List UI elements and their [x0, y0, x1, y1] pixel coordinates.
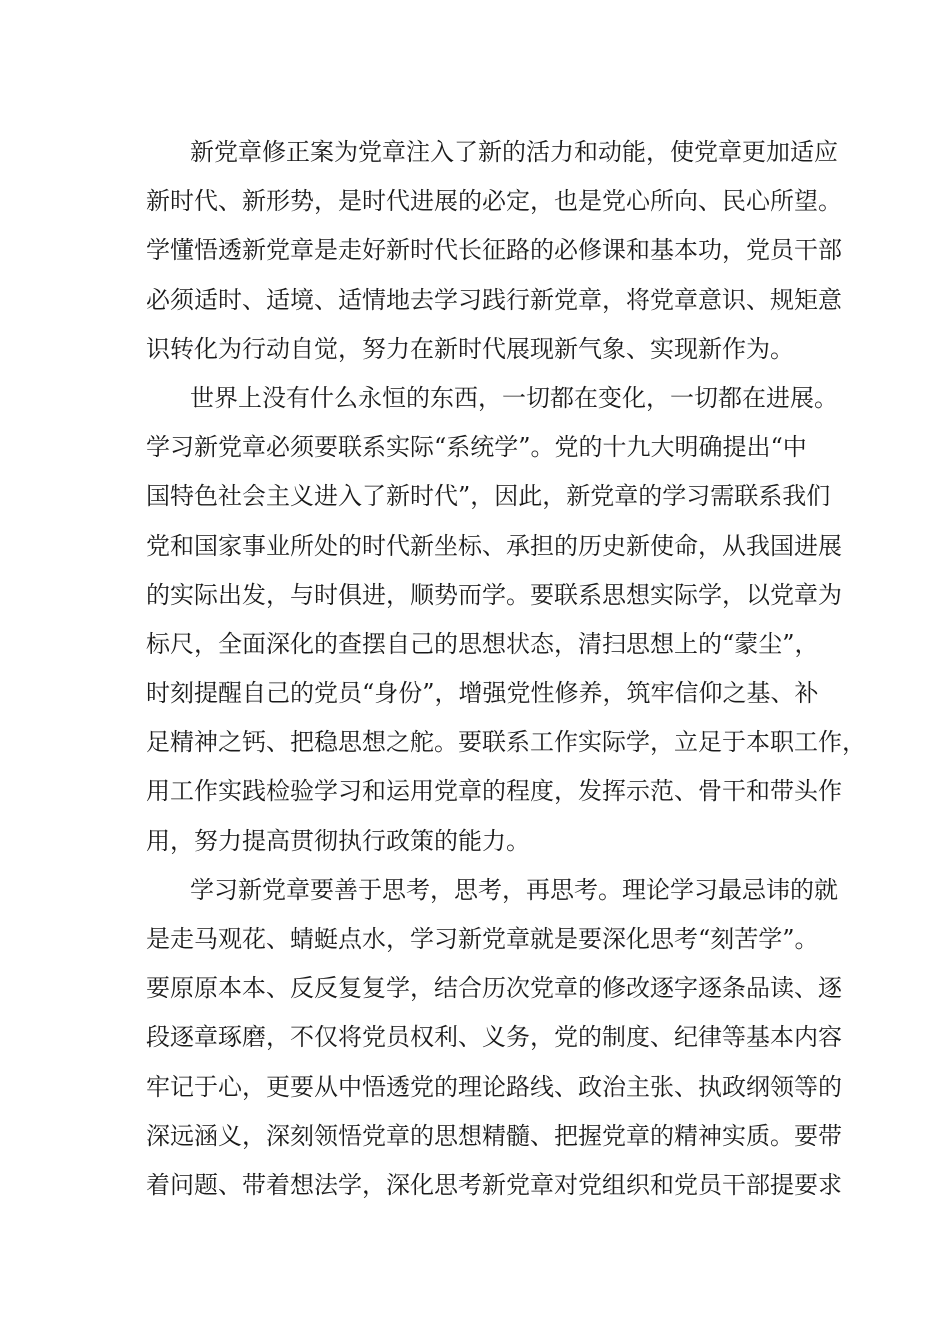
- paragraph-line: 用，努力提高贯彻执行政策的能力。: [146, 826, 530, 855]
- paragraph-1: [146, 128, 842, 374]
- paragraph-line: 新党章修正案为党章注入了新的活力和动能，使党章更加适应: [190, 138, 838, 166]
- paragraph-2: [146, 374, 866, 866]
- paragraph-line: 深远涵义，深刻领悟党章的思想精髓、把握党章的精神实质。要带: [146, 1121, 842, 1150]
- paragraph-line: 必须适时、适境、适情地去学习践行新党章，将党章意识、规矩意: [146, 285, 842, 314]
- paragraph-3: [146, 866, 842, 1210]
- paragraph-line: 党和国家事业所处的时代新坐标、承担的历史新使命，从我国进展: [146, 531, 842, 560]
- paragraph-line: 要原原本本、反反复复学，结合历次党章的修改逐字逐条品读、逐: [146, 974, 842, 1003]
- paragraph-line: 学习新党章要善于思考，思考，再思考。理论学习最忌讳的就: [190, 875, 838, 904]
- paragraph-line: 时刻提醒自己的党员“身份”，增强党性修养，筑牢信仰之基、补: [146, 679, 819, 708]
- paragraph-line: 段逐章琢磨，不仅将党员权利、义务，党的制度、纪律等基本内容: [146, 1023, 842, 1052]
- paragraph-line: 国特色社会主义进入了新时代”，因此，新党章的学习需联系我们: [146, 482, 831, 511]
- paragraph-line: 学懂悟透新党章是走好新时代长征路的必修课和基本功，党员干部: [146, 236, 842, 265]
- paragraph-line: 用工作实践检验学习和运用党章的程度，发挥示范、骨干和带头作: [146, 777, 842, 806]
- paragraph-line: 足精神之钙、把稳思想之舵。要联系工作实际学，立足于本职工作，: [146, 728, 866, 757]
- paragraph-line: 着问题、带着想法学，深化思考新党章对党组织和党员干部提要求: [146, 1170, 842, 1199]
- paragraph-line: 学习新党章必须要联系实际“系统学”。党的十九大明确提出“中: [146, 433, 807, 462]
- paragraph-line: 识转化为行动自觉，努力在新时代展现新气象、实现新作为。: [146, 334, 794, 363]
- paragraph-line: 新时代、新形势，是时代进展的必定，也是党心所向、民心所望。: [146, 187, 842, 216]
- paragraph-line: 标尺，全面深化的查摆自己的思想状态，清扫思想上的“蒙尘”，: [146, 629, 819, 658]
- paragraph-line: 世界上没有什么永恒的东西，一切都在变化，一切都在进展。: [190, 383, 838, 412]
- paragraph-line: 是走马观花、蜻蜓点水，学习新党章就是要深化思考“刻苦学”。: [146, 925, 819, 953]
- document-body: [146, 128, 866, 1210]
- paragraph-line: 的实际出发，与时俱进，顺势而学。要联系思想实际学，以党章为: [146, 580, 842, 609]
- paragraph-line: 牢记于心，更要从中悟透党的理论路线、政治主张、执政纲领等的: [146, 1072, 842, 1101]
